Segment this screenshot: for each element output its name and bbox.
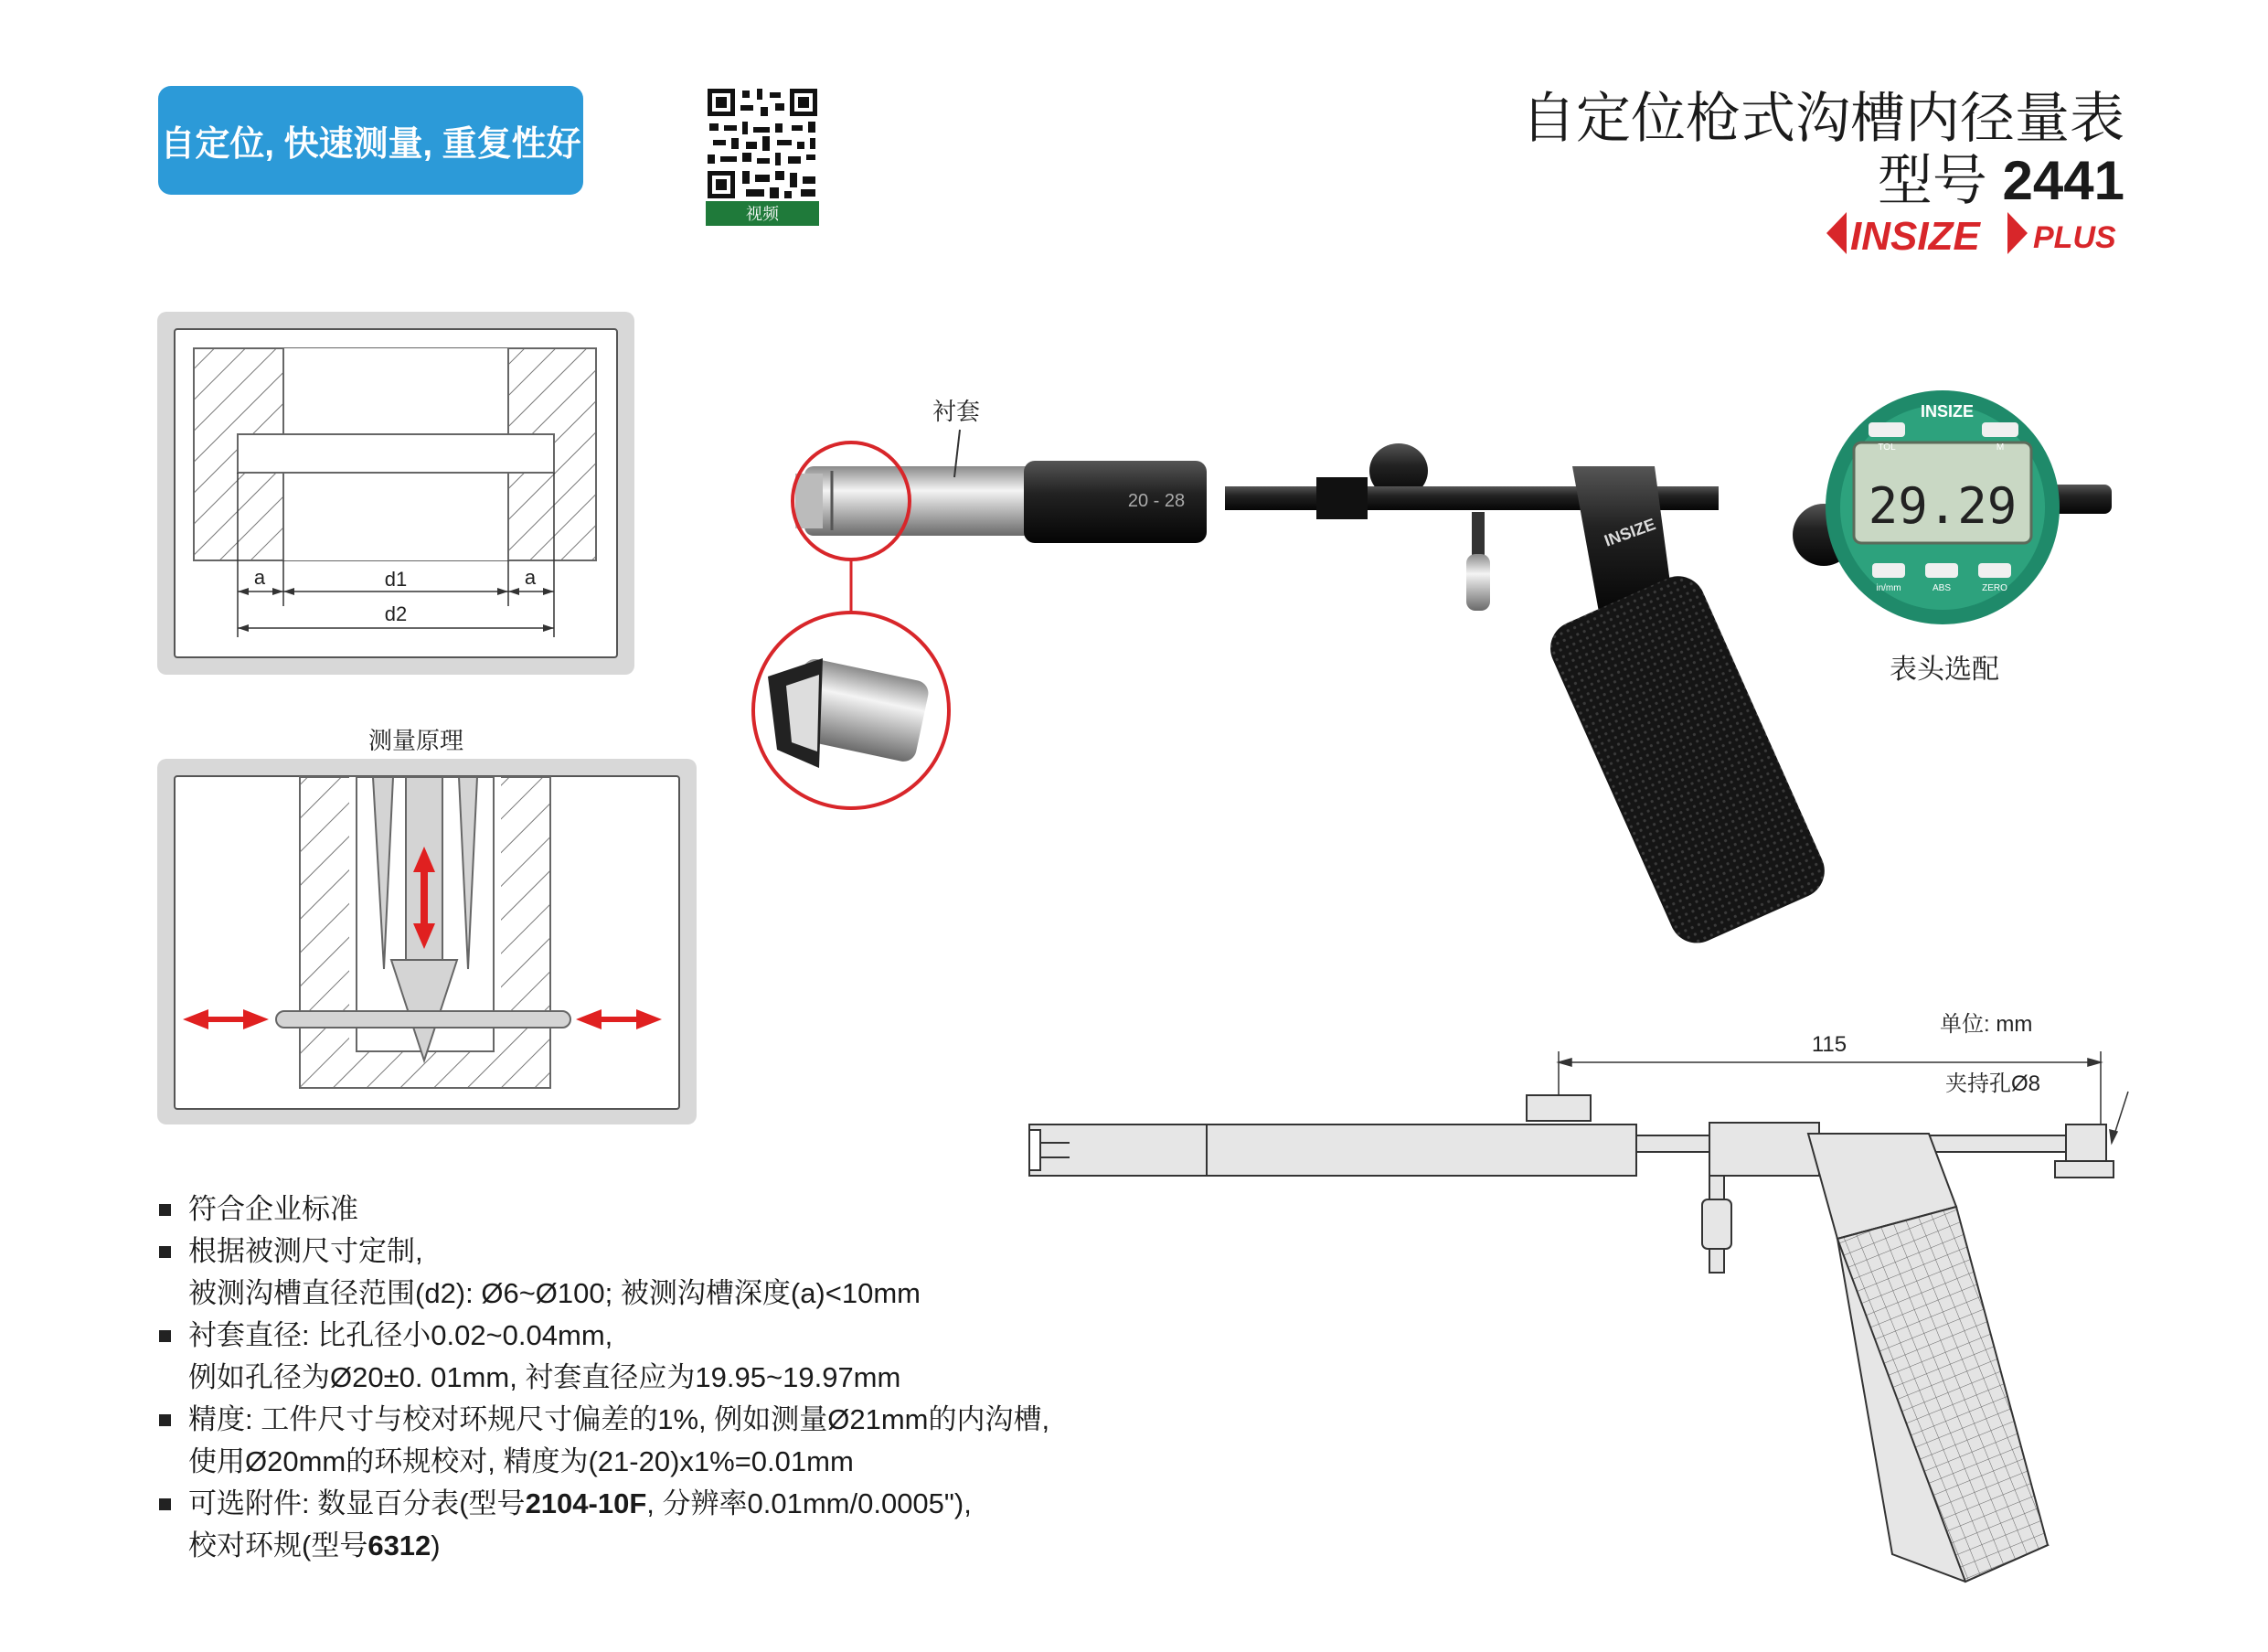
feature-list bbox=[157, 1188, 1049, 1567]
list-item: 根据被测尺寸定制, 被测沟槽直径范围(d2): Ø6~Ø100; 被测沟槽深度(a)<10mm bbox=[157, 1231, 1049, 1315]
brand-name: INSIZE bbox=[1850, 214, 1980, 259]
feature-badge: 自定位, 快速测量, 重复性好 bbox=[158, 86, 583, 195]
model-prefix: 型号 bbox=[1877, 150, 1987, 211]
gauge-btn-m: M bbox=[1996, 442, 2005, 453]
principle-label: 测量原理 bbox=[368, 727, 464, 754]
list-item: 符合企业标准 bbox=[157, 1188, 1049, 1231]
dim-d1: d1 bbox=[384, 568, 408, 591]
groove-diagram bbox=[157, 312, 634, 675]
gauge-brand: INSIZE bbox=[1920, 402, 1975, 421]
list-item: 可选附件: 数显百分表(型号2104-10F, 分辨率0.01mm/0.0005"), 校对环规(型号6312) bbox=[157, 1483, 1049, 1567]
sleeve-label: 衬套 bbox=[932, 398, 981, 425]
unit-label: 单位: mm bbox=[1940, 1012, 2033, 1037]
qr-label: 视频 bbox=[746, 205, 779, 224]
clamp-hole-label: 夹持孔Ø8 bbox=[1945, 1071, 2041, 1096]
dim-a-right: a bbox=[524, 566, 537, 589]
gauge-btn-tol: TOL bbox=[1878, 442, 1896, 453]
gauge-btn-inmm: in/mm bbox=[1876, 583, 1901, 593]
dim-a-left: a bbox=[253, 566, 266, 589]
groove-diagram-panel bbox=[157, 312, 634, 675]
brand-logo bbox=[1826, 207, 2128, 260]
optional-head-label: 表头选配 bbox=[1890, 655, 1999, 685]
dim-115: 115 bbox=[1811, 1032, 1847, 1057]
list-item: 衬套直径: 比孔径小0.02~0.04mm, 例如孔径为Ø20±0. 01mm, 衬套直径应为19.95~19.97mm bbox=[157, 1315, 1049, 1399]
model-line bbox=[1878, 137, 2124, 216]
body-brand: INSIZE bbox=[1602, 515, 1658, 550]
qr-code[interactable] bbox=[706, 87, 819, 226]
principle-diagram bbox=[157, 759, 697, 1124]
gauge-btn-abs: ABS bbox=[1932, 583, 1952, 593]
brand-suffix: PLUS bbox=[2033, 220, 2116, 255]
range-text: 20 - 28 bbox=[1127, 491, 1186, 511]
gauge-btn-zero: ZERO bbox=[1982, 583, 2007, 593]
gauge-reading: 29.29 bbox=[1868, 477, 2018, 535]
list-item: 精度: 工件尺寸与校对环规尺寸偏差的1%, 例如测量Ø21mm的内沟槽, 使用Ø20mm的环规校对, 精度为(21-20)x1%=0.01mm bbox=[157, 1399, 1049, 1483]
dim-d2: d2 bbox=[384, 602, 408, 625]
principle-diagram-panel bbox=[157, 759, 697, 1124]
model-number: 2441 bbox=[2002, 150, 2124, 211]
product-title: 自定位枪式沟槽内径量表 bbox=[1521, 88, 2124, 149]
